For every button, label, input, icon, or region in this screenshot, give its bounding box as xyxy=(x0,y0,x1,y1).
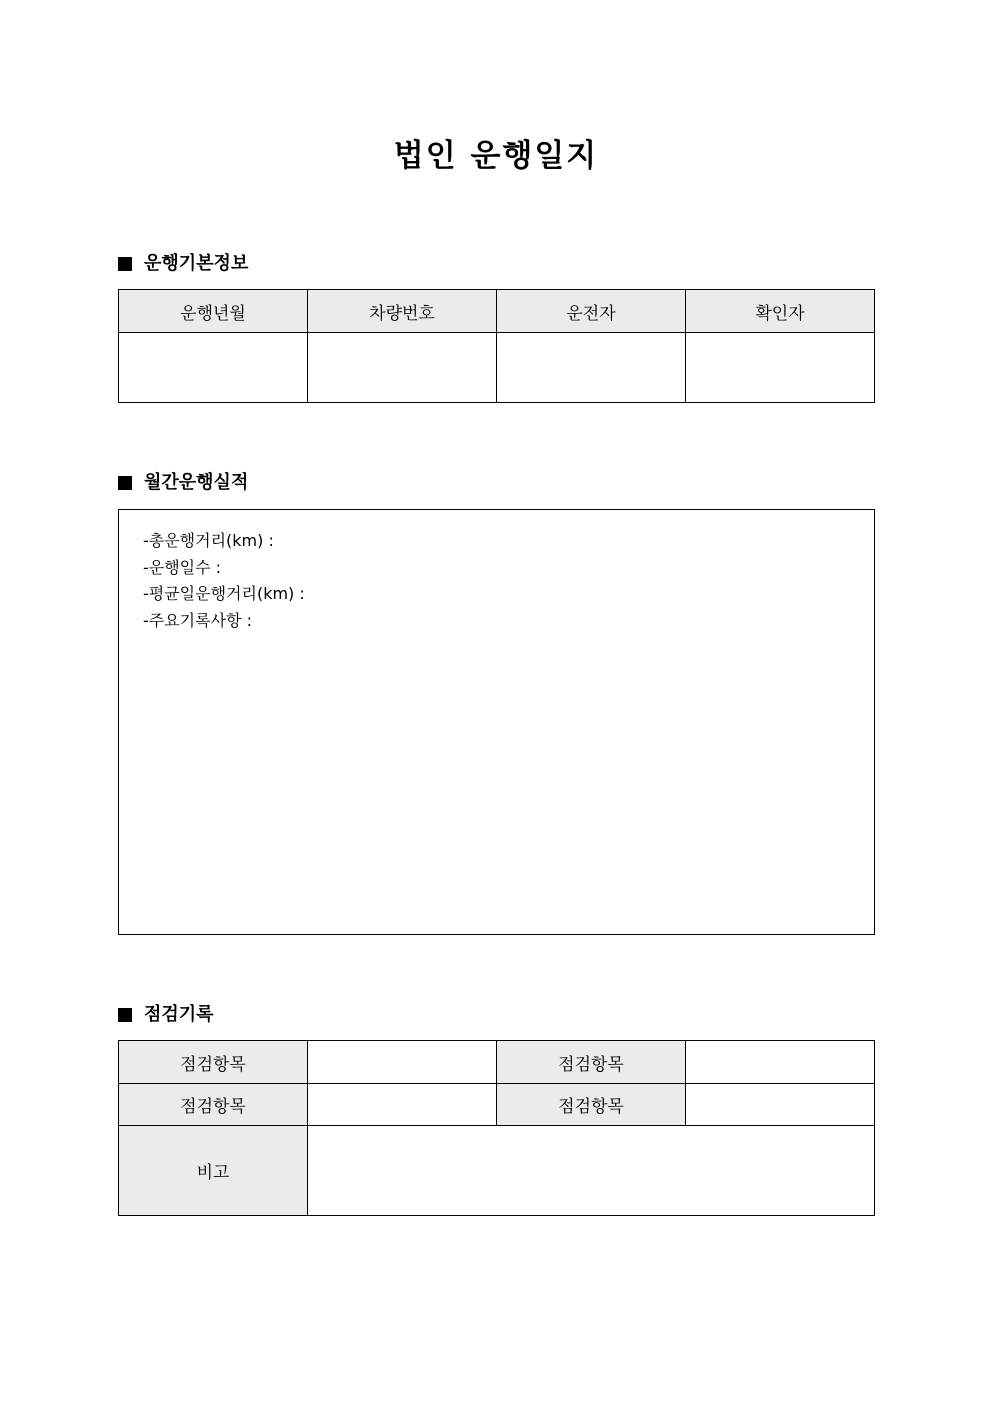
remarks-value[interactable] xyxy=(308,1126,875,1216)
line-operating-days: -운행일수 : xyxy=(143,557,222,577)
section-title: 점검기록 xyxy=(144,1004,214,1025)
inspection-item-value[interactable] xyxy=(686,1084,875,1126)
input-cell-verifier[interactable] xyxy=(686,333,875,403)
square-bullet-icon xyxy=(118,1008,132,1022)
section-heading-inspection-record xyxy=(118,1002,214,1028)
input-cell-year-month[interactable] xyxy=(119,333,308,403)
square-bullet-icon xyxy=(118,476,132,490)
inspection-item-label: 점검항목 xyxy=(497,1041,686,1084)
header-cell-driver: 운전자 xyxy=(497,290,686,333)
monthly-performance-box[interactable] xyxy=(118,509,875,935)
inspection-item-value[interactable] xyxy=(308,1084,497,1126)
section-heading-monthly-performance xyxy=(118,470,248,496)
section-title: 운행기본정보 xyxy=(144,253,249,274)
line-total-distance: -총운행거리(km) : xyxy=(143,531,274,550)
inspection-table xyxy=(118,1040,875,1216)
line-major-records: -주요기록사항 : xyxy=(143,610,252,630)
remarks-label: 비고 xyxy=(119,1126,308,1216)
document-title: 법인 운행일지 xyxy=(393,138,599,174)
header-cell-year-month: 운행년월 xyxy=(119,290,308,333)
input-cell-vehicle-number[interactable] xyxy=(308,333,497,403)
inspection-item-label: 점검항목 xyxy=(119,1084,308,1126)
input-cell-driver[interactable] xyxy=(497,333,686,403)
header-cell-verifier: 확인자 xyxy=(686,290,875,333)
section-title: 월간운행실적 xyxy=(144,472,249,493)
header-cell-vehicle-number: 차량번호 xyxy=(308,290,497,333)
square-bullet-icon xyxy=(118,257,132,271)
inspection-item-value[interactable] xyxy=(308,1041,497,1084)
inspection-item-label: 점검항목 xyxy=(497,1084,686,1126)
basic-info-table xyxy=(118,289,875,403)
inspection-item-label: 점검항목 xyxy=(119,1041,308,1084)
line-average-daily-distance: -평균일운행거리(km) : xyxy=(143,584,305,603)
section-heading-basic-info xyxy=(118,251,248,277)
monthly-performance-lines xyxy=(143,528,305,634)
inspection-item-value[interactable] xyxy=(686,1041,875,1084)
